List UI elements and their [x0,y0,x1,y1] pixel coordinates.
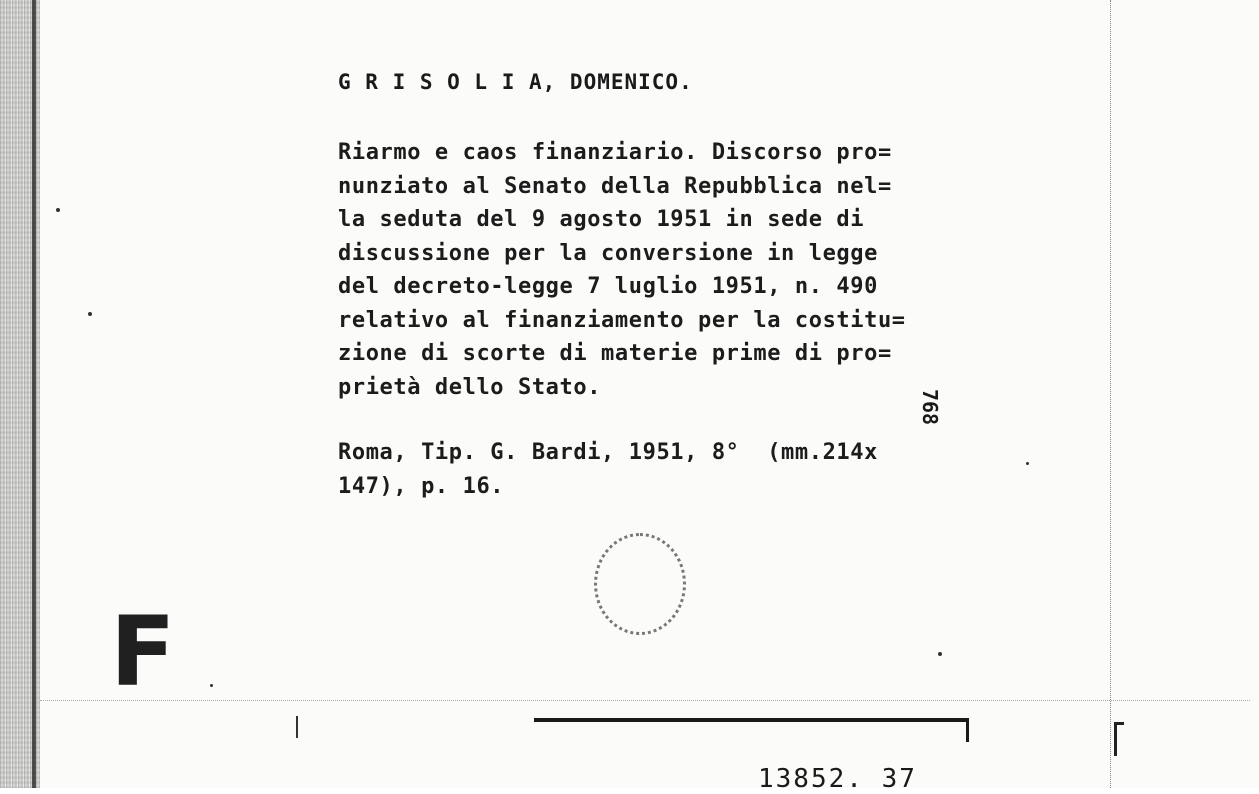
side-number: 768 [918,388,943,426]
rule-line [534,718,968,722]
title-line: discussione per la conversione in legge [338,240,878,266]
imprint-line: 147), p. 16. [338,473,505,499]
title-description [338,136,906,404]
pencil-mark [296,716,298,738]
speck [88,312,92,316]
imprint [338,436,878,503]
stamp-circle [594,533,686,635]
perforation-line-bottom [40,700,1250,701]
perforation-line [1110,0,1111,788]
corner-letter: F [110,596,176,708]
speck [1026,462,1029,465]
rule-tick [966,718,969,742]
title-line: relativo al finanziamento per la costitu= [338,307,906,333]
title-line: prietà dello Stato. [338,374,602,400]
title-line: del decreto-legge 7 luglio 1951, n. 490 [338,274,878,299]
imprint-line: Roma, Tip. G. Bardi, 1951, 8° (mm.214x [338,440,878,465]
catalog-number: 13852. 37 [758,764,917,794]
title-line: Riarmo e caos finanziario. Discorso pro= [338,140,892,165]
title-line: nunziato al Senato della Repubblica nel= [338,173,892,199]
speck [210,684,213,687]
card-border [32,0,36,788]
bracket-mark [1114,722,1117,756]
title-line: zione di scorte di materie prime di pro= [338,341,892,366]
author-heading: G R I S O L I A, DOMENICO. [338,70,693,94]
speck [938,652,942,656]
title-line: la seduta del 9 agosto 1951 in sede di [338,207,865,232]
speck [56,208,60,212]
